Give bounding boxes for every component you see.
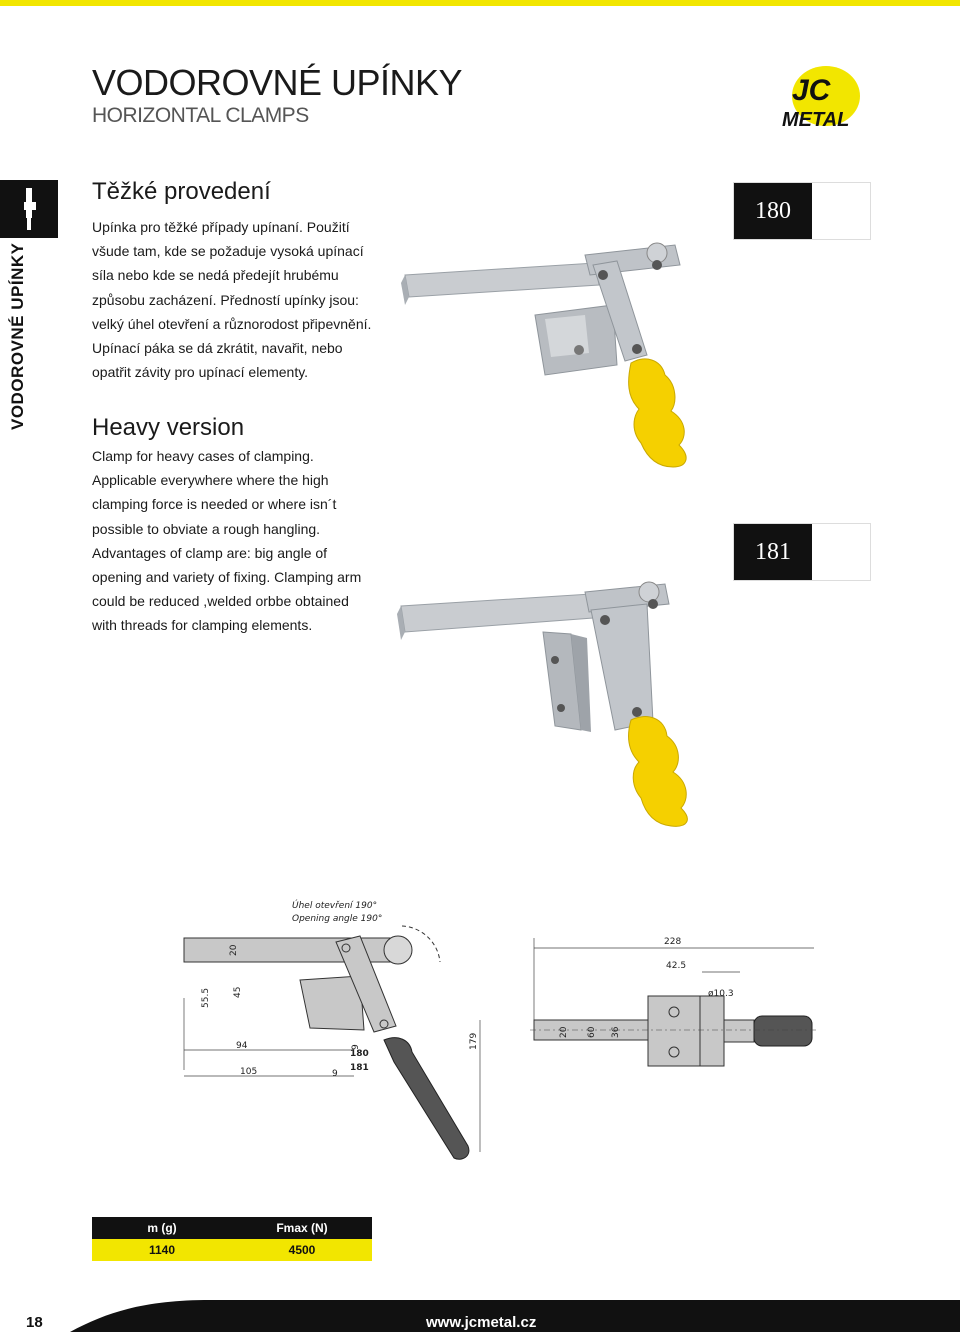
page-title: VODOROVNÉ UPÍNKY: [92, 62, 463, 103]
dim-diameter: ø10.3: [708, 989, 734, 999]
cz-line: všude tam, kde se požaduje vysoká upínací: [92, 243, 364, 260]
header-mass: m (g): [147, 1221, 177, 1235]
value-mass: 1140: [148, 1243, 176, 1257]
header-fmax: Fmax (N): [276, 1221, 328, 1235]
spec-table: [92, 1217, 372, 1261]
en-line: Clamp for heavy cases of clamping.: [92, 448, 314, 464]
en-line: clamping force is needed or where isn´t: [92, 496, 337, 513]
cz-heading: Těžké provedení: [92, 178, 271, 205]
dim-36: 36: [611, 1026, 621, 1038]
product-badge-180: [733, 182, 871, 240]
spec-table-header: [92, 1217, 372, 1239]
en-text: [92, 444, 392, 638]
dim-45: 45: [233, 986, 243, 998]
dim-181: 181: [350, 1063, 369, 1073]
logo-text-metal: METAL: [782, 109, 850, 131]
en-line: Applicable everywhere where the high: [92, 472, 329, 489]
dim-9-a: 9: [351, 1044, 361, 1050]
en-line: could be reduced ,welded orbbe obtained: [92, 593, 349, 610]
en-line: Advantages of clamp are: big angle of: [92, 544, 328, 561]
dim-60: 60: [587, 1026, 597, 1038]
dim-9-b: 9: [332, 1069, 338, 1079]
cz-line: velký úhel otevření a různorodost připevnění.: [92, 315, 372, 332]
side-tab: [0, 180, 58, 238]
dim-55-5: 55.5: [201, 987, 211, 1008]
side-label: VODOROVNÉ UPÍNKY: [8, 242, 27, 430]
clamp-photo-180: [395, 235, 715, 470]
dim-179: 179: [469, 1032, 479, 1050]
footer-url[interactable]: www.jcmetal.cz: [426, 1314, 537, 1331]
dim-94: 94: [236, 1041, 248, 1051]
badge-number: 180: [734, 183, 812, 239]
dim-20-r: 20: [559, 1026, 569, 1038]
page-number: 18: [26, 1314, 43, 1331]
en-line: possible to obviate a rough hangling.: [92, 520, 321, 537]
dim-42-5: 42.5: [666, 961, 687, 971]
angle-label-cz: Úhel otevření 190°: [292, 901, 378, 911]
cz-line: opatřit závity pro upínací elementy.: [92, 364, 309, 381]
cz-text: [92, 215, 392, 384]
logo-text-jc: JC: [792, 74, 831, 107]
badge-number: 181: [734, 524, 812, 580]
jc-metal-logo: [776, 64, 872, 136]
dim-105: 105: [240, 1067, 258, 1077]
cz-line: Upínací páka se dá zkrátit, navařit, nebo: [92, 340, 343, 357]
value-fmax: 4500: [288, 1243, 316, 1257]
technical-drawing: [170, 890, 830, 1180]
cz-line: síla nebo kde se nedá předejít hrubému: [92, 267, 339, 284]
en-line: opening and variety of fixing. Clamping arm: [92, 569, 362, 586]
en-heading: Heavy version: [92, 414, 245, 441]
cz-line: způsobu zacházení. Předností upínky jsou:: [92, 291, 359, 308]
en-line: with threads for clamping elements.: [92, 617, 313, 634]
product-badge-181: [733, 523, 871, 581]
dim-180: 180: [350, 1049, 369, 1059]
clamp-icon: [0, 180, 58, 238]
page-subtitle: HORIZONTAL CLAMPS: [92, 104, 309, 127]
dim-20: 20: [229, 944, 239, 956]
spec-table-row: [92, 1239, 372, 1261]
dim-228: 228: [664, 937, 682, 947]
clamp-photo-181: [395, 580, 715, 830]
angle-label-en: Opening angle 190°: [292, 914, 383, 924]
top-accent-bar: [0, 0, 960, 6]
cz-line: Upínka pro těžké případy upínaní. Použití: [92, 219, 350, 235]
